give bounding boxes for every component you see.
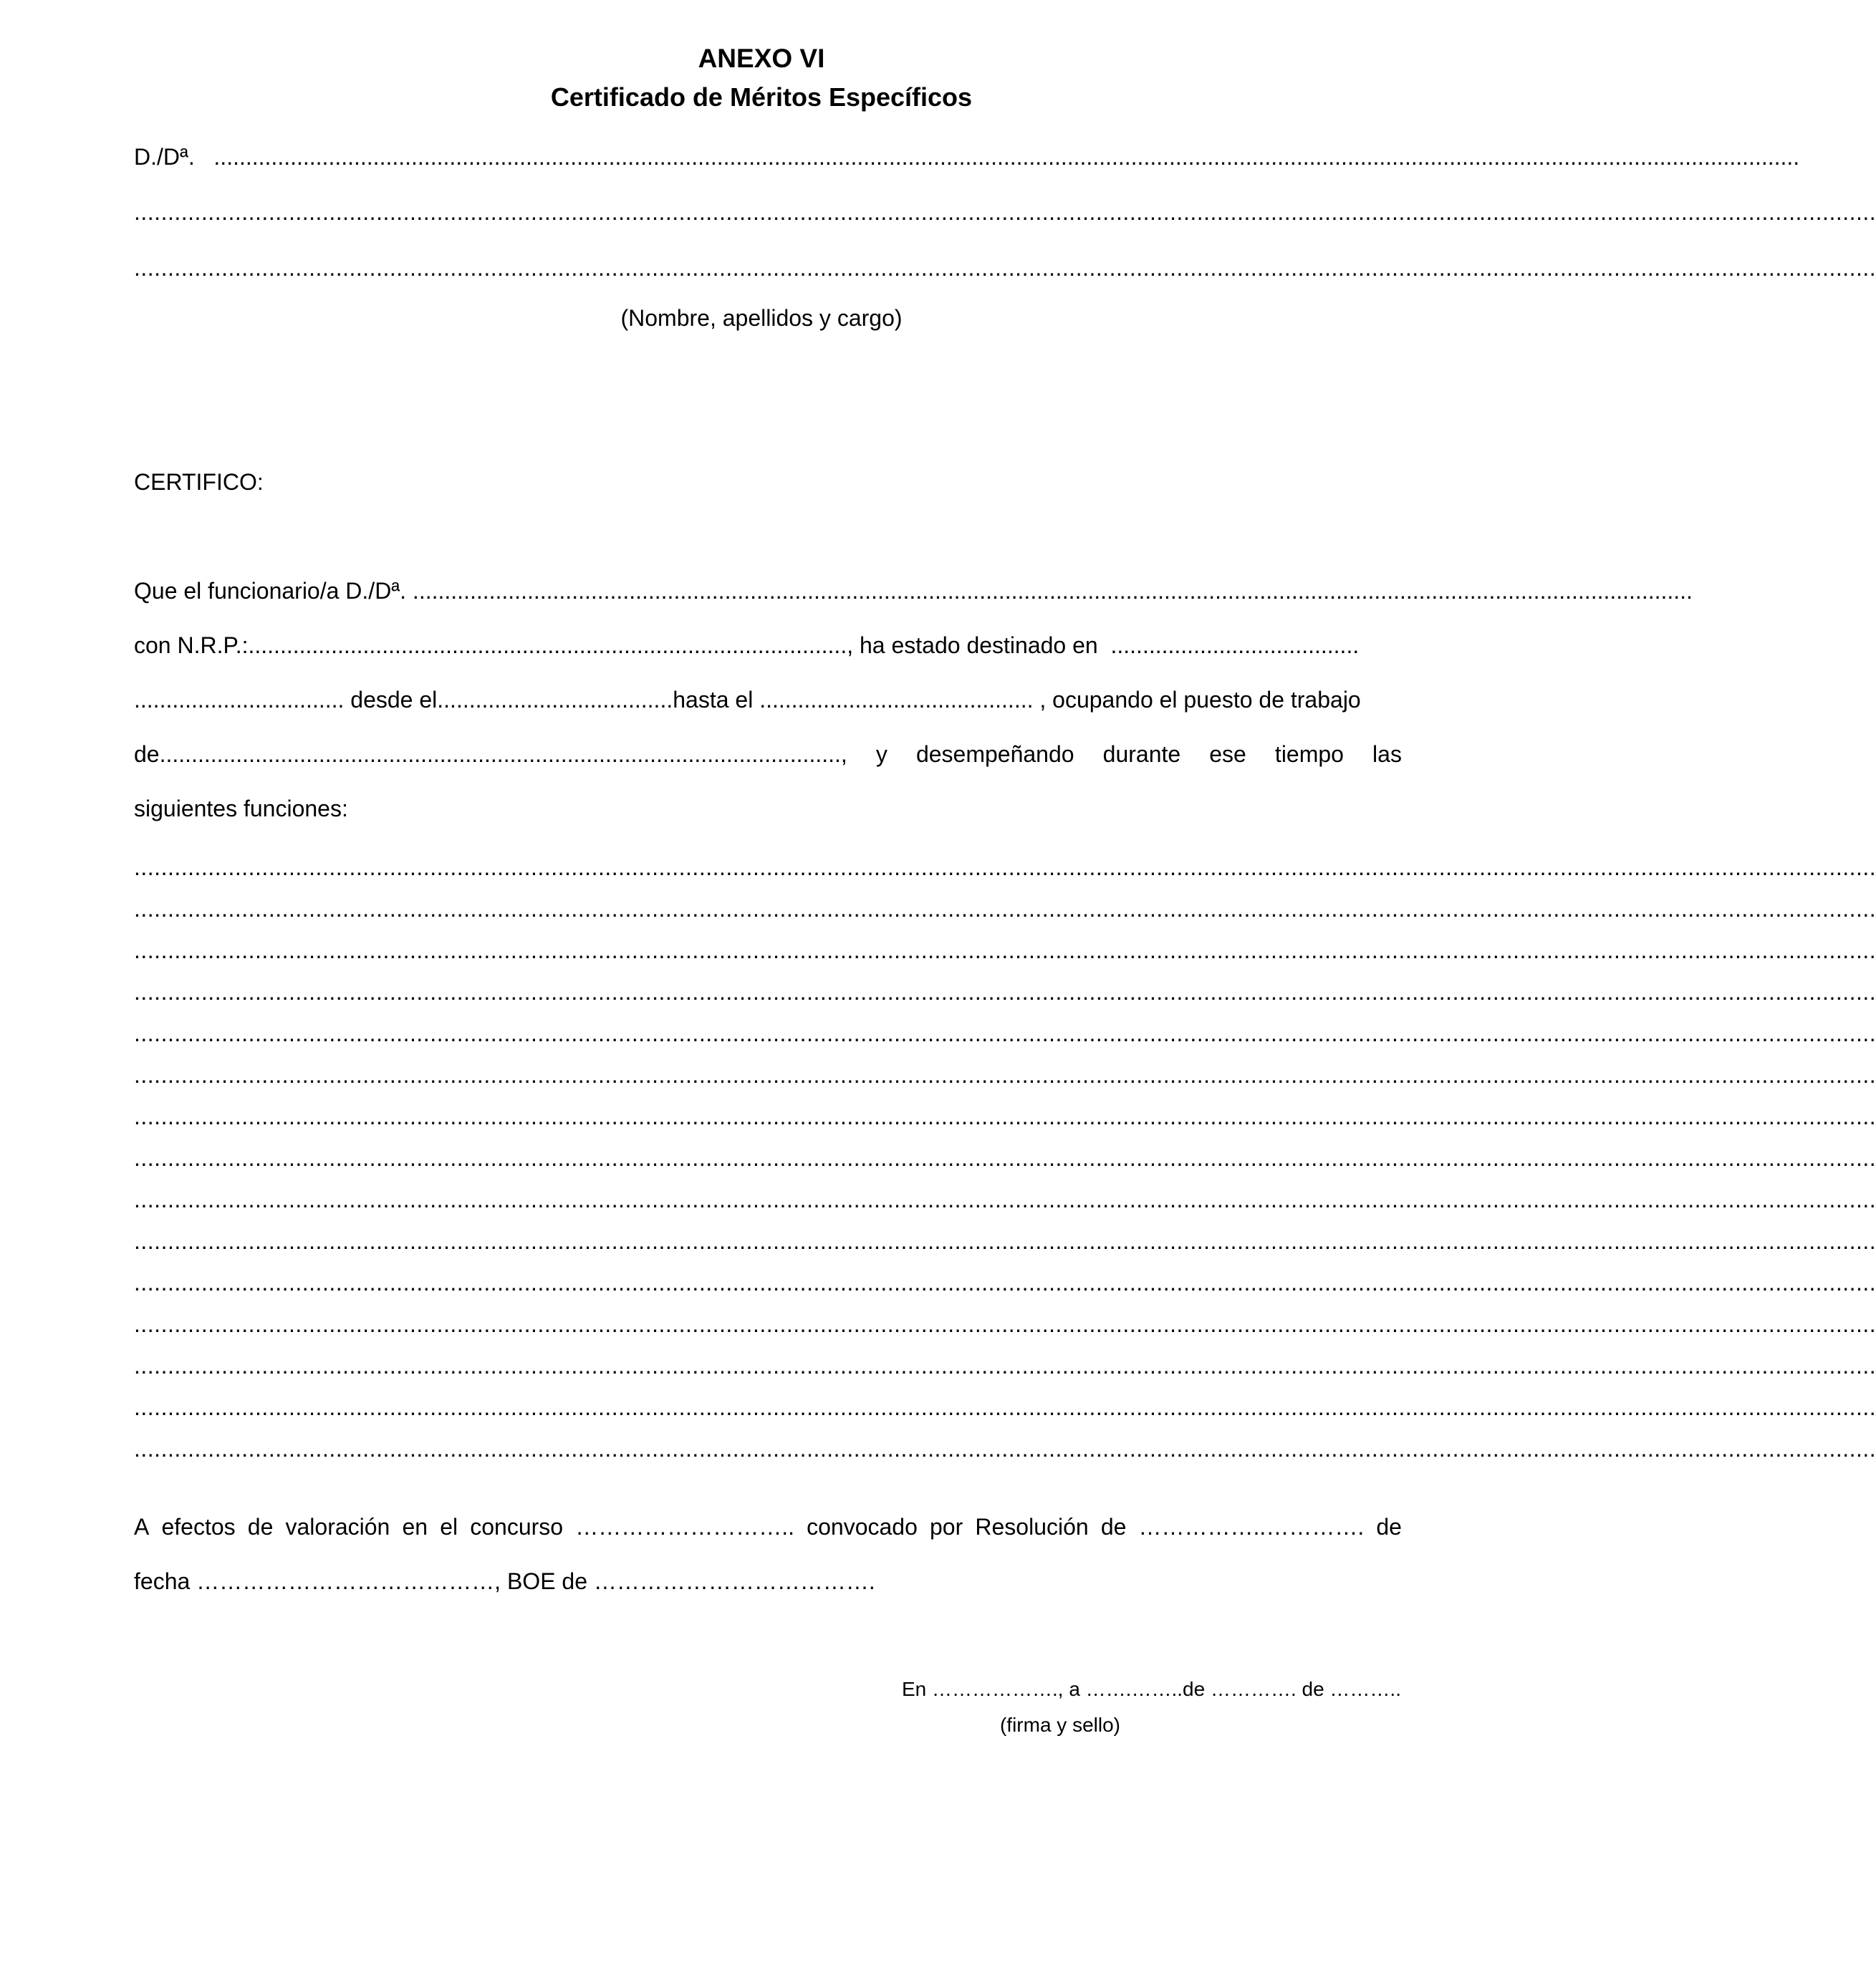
document-title: Certificado de Méritos Específicos — [550, 82, 973, 112]
word: concurso — [470, 1514, 564, 1540]
certifier-name-line-3: ................................................................................................................................................................................................................................................................... — [134, 255, 1876, 281]
blank-dots: ......................................................................................................................................................................................................... — [412, 578, 1693, 604]
position-label: , ocupando el puesto de trabajo — [1039, 687, 1361, 713]
function-line: ................................................................................................................................................................................................................................................................... — [134, 1187, 1876, 1212]
blank-dots: .............................................................................................. — [248, 632, 847, 658]
word: Resolución — [975, 1514, 1089, 1540]
blank-dots: ................................. — [134, 687, 351, 713]
valuation-line-1 — [134, 1511, 1402, 1543]
signature-caption: (firma y sello) — [999, 1714, 1120, 1736]
nrp-label: con N.R.P.: — [134, 632, 249, 658]
word: durante — [1102, 741, 1181, 767]
blank-dots: ..................................... — [437, 687, 673, 713]
word: desempeñando — [915, 741, 1074, 767]
function-line: ................................................................................................................................................................................................................................................................... — [134, 1062, 1876, 1088]
word: ……………………….. — [575, 1514, 794, 1540]
word: en — [402, 1514, 428, 1540]
statement-prefix: Que el funcionario/a D./Dª. — [134, 578, 407, 604]
hasta-label: hasta el — [673, 687, 754, 713]
statement-line-1 — [134, 575, 1693, 607]
valuation-line-2: fecha …………………………………, BOE de ………………………………. — [134, 1568, 875, 1594]
blank-dots: ........................................... — [753, 687, 1040, 713]
certifier-label: D./Dª. — [134, 144, 195, 170]
line-4-start — [134, 738, 847, 770]
blank-dots: ....................................... — [1097, 632, 1360, 658]
word: y — [875, 741, 888, 767]
word: ……………..…………. — [1138, 1514, 1365, 1540]
function-line: ................................................................................................................................................................................................................................................................... — [134, 1436, 1876, 1462]
word: efectos — [161, 1514, 236, 1540]
word: por — [930, 1514, 963, 1540]
word: , — [840, 741, 847, 767]
function-line: ................................................................................................................................................................................................................................................................... — [134, 979, 1876, 1005]
function-line: ................................................................................................................................................................................................................................................................... — [134, 1104, 1876, 1129]
function-line: ................................................................................................................................................................................................................................................................... — [134, 896, 1876, 922]
functions-label: siguientes funciones: — [134, 796, 348, 821]
function-line: ................................................................................................................................................................................................................................................................... — [134, 1353, 1876, 1379]
blank-dots: ........................................................................................................... — [159, 741, 841, 767]
destination-label: , ha estado destinado en — [847, 632, 1098, 658]
desde-label: desde el — [350, 687, 438, 713]
statement-line-4 — [134, 738, 1402, 770]
function-line: ................................................................................................................................................................................................................................................................... — [134, 1394, 1876, 1420]
certifier-name-line-2: ................................................................................................................................................................................................................................................................... — [134, 199, 1876, 225]
word: el — [440, 1514, 458, 1540]
function-line: ................................................................................................................................................................................................................................................................... — [134, 1311, 1876, 1337]
de-label: de — [134, 741, 160, 767]
function-line: ................................................................................................................................................................................................................................................................... — [134, 1020, 1876, 1046]
word: de — [1100, 1514, 1127, 1540]
word: tiempo — [1274, 741, 1344, 767]
function-line: ................................................................................................................................................................................................................................................................... — [134, 937, 1876, 963]
statement-line-3 — [134, 684, 1402, 715]
word: A — [134, 1514, 150, 1540]
word: de — [247, 1514, 274, 1540]
place-date-line: En ………………., a …….……..de …………. de ……….. — [901, 1678, 1401, 1700]
certifier-caption: (Nombre, apellidos y cargo) — [620, 305, 903, 331]
word: ese — [1209, 741, 1246, 767]
annex-title: ANEXO VI — [698, 44, 825, 73]
function-line: ................................................................................................................................................................................................................................................................... — [134, 1270, 1876, 1295]
word: convocado — [807, 1514, 918, 1540]
blank-dots: ......................................................................................................................................................................................................................................................... — [201, 144, 1800, 170]
statement-line-2 — [134, 629, 1402, 661]
certifico-heading: CERTIFICO: — [134, 469, 264, 495]
word: valoración — [285, 1514, 390, 1540]
certifier-name-line-1 — [134, 141, 1800, 173]
word: las — [1372, 741, 1402, 767]
function-line: ................................................................................................................................................................................................................................................................... — [134, 854, 1876, 880]
function-line: ................................................................................................................................................................................................................................................................... — [134, 1145, 1876, 1171]
function-line: ................................................................................................................................................................................................................................................................... — [134, 1228, 1876, 1254]
word: de — [1376, 1514, 1402, 1540]
